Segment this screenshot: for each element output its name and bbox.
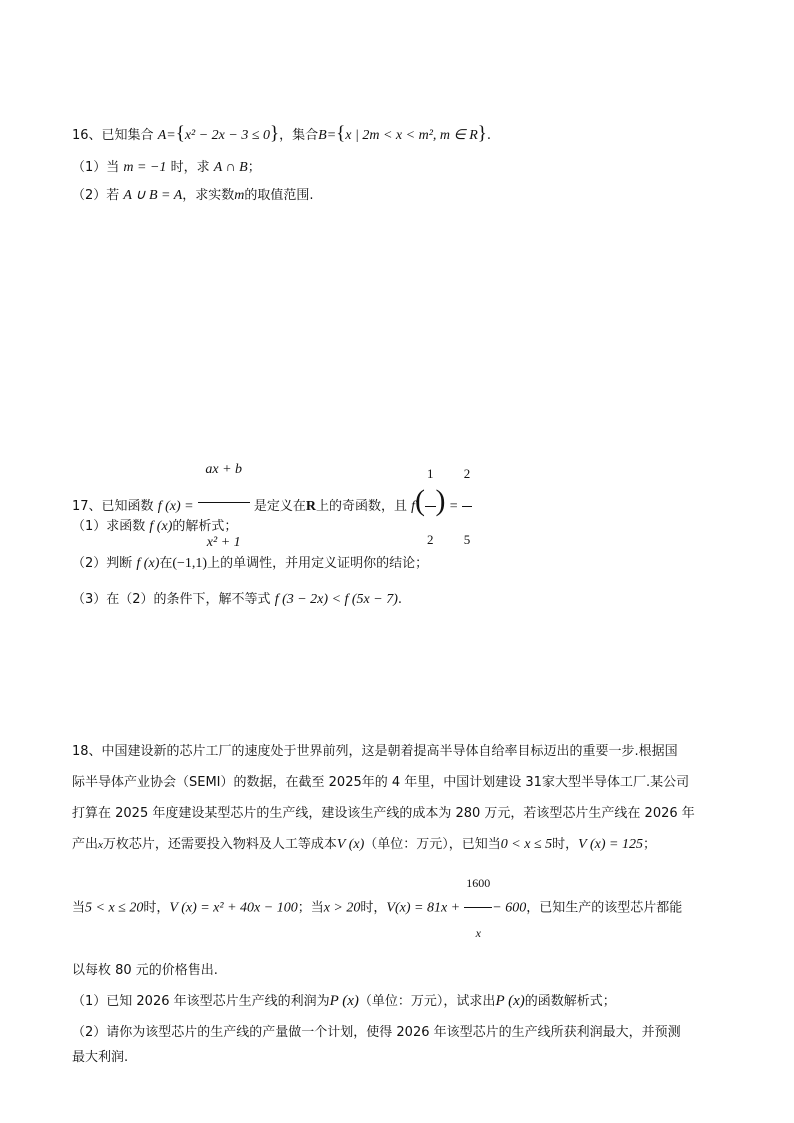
q18-p2-line2: 最大利润. <box>72 1050 129 1065</box>
q16-setB-body: x | 2m < x < m², m ∈ R <box>345 128 478 143</box>
q18-fnum: 1600 <box>466 876 491 890</box>
q18-line1: 18、中国建设新的芯片工厂的速度处于世界前列，这是朝着提高半导体自给率目标迈出的重要一步.根据国 <box>72 744 678 759</box>
q17-number: 17、 <box>72 499 102 514</box>
q17-part2 <box>72 554 428 574</box>
q18-line5-a: 当 <box>72 900 86 916</box>
q18-line2: 际半导体产业协会（SEMI）的数据，在截至 2025年的 4 年里，中国计划建设 31家大型半导体工厂.某公司 <box>72 775 690 790</box>
q18-line5-b: 时， <box>143 900 170 916</box>
q16-p1-label: （1）当 <box>72 160 120 175</box>
brace-open: { <box>336 123 346 144</box>
q17-mid2: 上的奇函数，且 <box>316 499 408 514</box>
q18-line5-cond: 5 < x ≤ 20 <box>85 900 144 916</box>
q18-line4-val: V (x) = 125 <box>578 837 643 852</box>
q16-part1 <box>72 158 261 178</box>
q18-part1 <box>72 986 722 1017</box>
q18-p1-c: 的函数解析式； <box>524 994 616 1009</box>
q16-setB-lhs: B= <box>318 128 337 143</box>
q17-R: R <box>305 499 316 514</box>
q17-p3-label: （3）在（2）的条件下，解不等式 <box>72 592 271 607</box>
q17-lead: 已知函数 <box>101 499 154 514</box>
q17-p2-expr: f (x) <box>136 556 160 571</box>
q17-half-den: 2 <box>425 506 436 570</box>
q16-comma: ，集合 <box>279 128 319 143</box>
q18-line4-d: 时， <box>552 837 579 852</box>
q16-part2 <box>72 186 314 206</box>
q16-setA-body: x² − 2x − 3 ≤ 0 <box>184 128 271 143</box>
q18-p1-P: P (x) <box>329 993 359 1009</box>
q18-line4-b: 万枚芯片，还需要投入物料及人工等成本 <box>102 837 337 852</box>
q18-line5-cond2: x > 20 <box>323 900 361 916</box>
q16-p2-end: 的取值范围. <box>244 188 314 203</box>
paren-open: ( <box>415 484 426 517</box>
q17-half-frac <box>425 444 436 570</box>
q17-f-lhs: f (x) = <box>157 499 194 514</box>
q18-line4-x: x <box>98 839 103 851</box>
paren-close: ) <box>435 484 446 517</box>
q18-line4-a: 产出 <box>72 837 99 852</box>
q17-eq: = <box>449 499 458 514</box>
q18-line4-e: ； <box>642 837 656 852</box>
q16-p1-expr: A ∩ B <box>213 160 248 175</box>
q18-line4 <box>72 829 722 861</box>
q17-p2-mid: 在 <box>159 556 173 571</box>
q17-p3-end: . <box>397 592 403 607</box>
q18-p1-P2: P (x) <box>495 993 525 1009</box>
q17-p2-interval: (−1,1) <box>172 556 208 571</box>
q18-fden: x <box>464 907 492 955</box>
q18-line5-expr2a: V(x) = 81x + <box>386 900 461 916</box>
q18-line4-cond: 0 < x ≤ 5 <box>500 837 553 852</box>
q18-p2-line1: （2）请你为该型芯片的生产线的产量做一个计划，使得 2026 年该型芯片的生产线所获利润最大，并预测 <box>72 1025 681 1040</box>
q16-p1-cond: m = −1 <box>123 160 167 175</box>
q17-p1-end: 的解析式； <box>172 519 238 534</box>
q16-p2-var: m <box>234 188 245 203</box>
q16-p1-mid: 时，求 <box>170 160 210 175</box>
q16-setA-lhs: A= <box>157 128 176 143</box>
q18-line4-V: V (x) <box>336 837 365 852</box>
q18-line5-c: ；当 <box>297 900 324 916</box>
q17-p1-label: （1）求函数 <box>72 519 146 534</box>
q16-p1-end: ； <box>247 160 261 175</box>
brace-close: } <box>270 123 280 144</box>
q16-end: . <box>486 128 492 143</box>
q17-part1 <box>72 517 237 537</box>
brace-open: { <box>175 123 185 144</box>
q18-body <box>72 736 722 1073</box>
q16-lead: 已知集合 <box>101 128 154 143</box>
q17-part3 <box>72 590 402 610</box>
q18-line5-expr: V (x) = x² + 40x − 100 <box>169 900 298 916</box>
q16-p2-mid: ，求实数 <box>182 188 235 203</box>
q17-p2-label: （2）判断 <box>72 556 133 571</box>
q17-frac-den: x² + 1 <box>198 502 250 573</box>
q18-line5-expr2b: − 600 <box>492 900 527 916</box>
q18-p1-b: （单位：万元），试求出 <box>358 994 496 1009</box>
q17-p3-expr: f (3 − 2x) < f (5x − 7) <box>274 592 398 607</box>
q18-line6: 以每枚 80 元的价格售出. <box>72 963 218 978</box>
q17-p1-expr: f (x) <box>149 519 173 534</box>
q17-val-num: 2 <box>463 465 471 481</box>
q18-fraction <box>464 861 492 955</box>
q18-line5-d: 时， <box>360 900 387 916</box>
q17-p2-end: 上的单调性，并用定义证明你的结论； <box>207 556 429 571</box>
q16-p2-cond: A ∪ B = A <box>123 188 183 203</box>
q18-line4-c: （单位：万元），已知当 <box>364 837 501 852</box>
q18-line3: 打算在 2025 年度建设某型芯片的生产线，建设该生产线的成本为 280 万元，若该型芯片生产线在 2026 年 <box>72 806 695 821</box>
q16-number: 16、 <box>72 128 102 143</box>
q16-statement <box>72 124 491 146</box>
q17-half-num: 1 <box>427 465 434 481</box>
q17-val-den: 5 <box>462 506 473 570</box>
q18-line5 <box>72 861 722 955</box>
brace-close: } <box>477 123 487 144</box>
q16-p2-label: （2）若 <box>72 188 120 203</box>
q17-mid: 是定义在 <box>253 499 306 514</box>
q18-line5-e: ，已知生产的该型芯片都能 <box>526 900 683 916</box>
q17-frac-num: ax + b <box>205 462 243 477</box>
q17-f-half: f <box>411 499 416 514</box>
q17-value-frac <box>462 444 473 570</box>
q18-p1-a: （1）已知 2026 年该型芯片生产线的利润为 <box>72 994 330 1009</box>
